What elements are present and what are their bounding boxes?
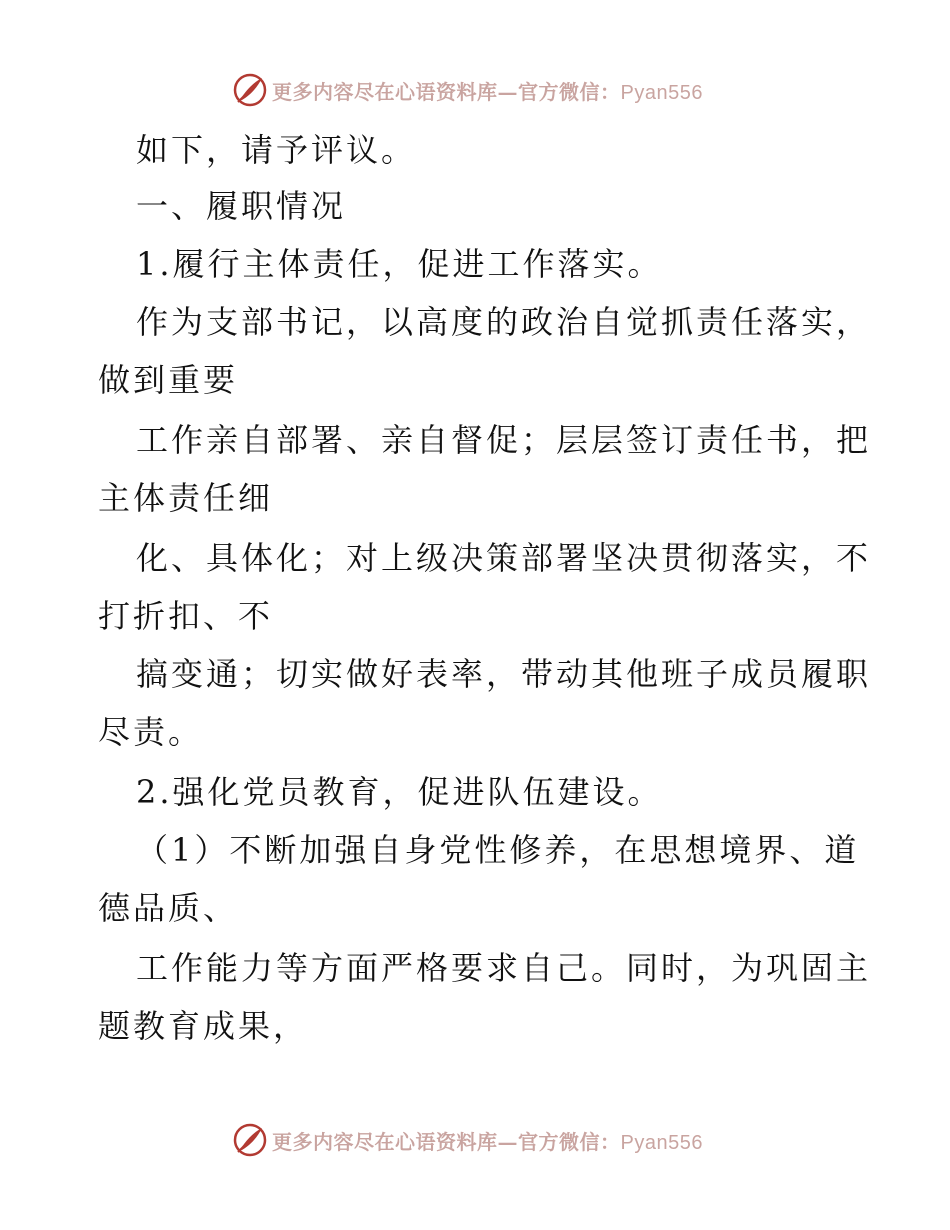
paragraph-line: 工作亲自部署、亲自督促；层层签订责任书，把: [136, 421, 872, 459]
watermark-text: 更多内容尽在心语资料库—官方微信：Pyan556: [272, 79, 703, 104]
paragraph-line: 化、具体化；对上级决策部署坚决贯彻落实，不: [136, 539, 872, 577]
paragraph-line: 作为支部书记，以高度的政治自觉抓责任落实，: [136, 303, 872, 341]
paragraph-line: （1）不断加强自身党性修养，在思想境界、道: [136, 831, 860, 869]
footer-watermark: [0, 1118, 950, 1162]
paragraph-line: 搞变通；切实做好表率，带动其他班子成员履职: [136, 655, 872, 693]
paragraph-line: 打折扣、不: [98, 597, 274, 635]
paragraph-line: 做到重要: [98, 361, 239, 399]
paragraph-line: 工作能力等方面严格要求自己。同时，为巩固主: [136, 949, 872, 987]
watermark-text: 更多内容尽在心语资料库—官方微信：Pyan556: [272, 1129, 703, 1154]
feather-pen-logo-icon: [232, 1122, 268, 1158]
section-heading: 一、履职情况: [136, 187, 347, 225]
paragraph-line: 题教育成果，: [98, 1007, 309, 1045]
paragraph-line: 主体责任细: [98, 479, 274, 517]
subsection-heading: 2.强化党员教育，促进队伍建设。: [136, 773, 663, 811]
paragraph-line: 如下，请予评议。: [136, 131, 417, 169]
subsection-heading: 1.履行主体责任，促进工作落实。: [136, 245, 663, 283]
paragraph-line: 尽责。: [98, 713, 204, 751]
paragraph-line: 德品质、: [98, 889, 239, 927]
